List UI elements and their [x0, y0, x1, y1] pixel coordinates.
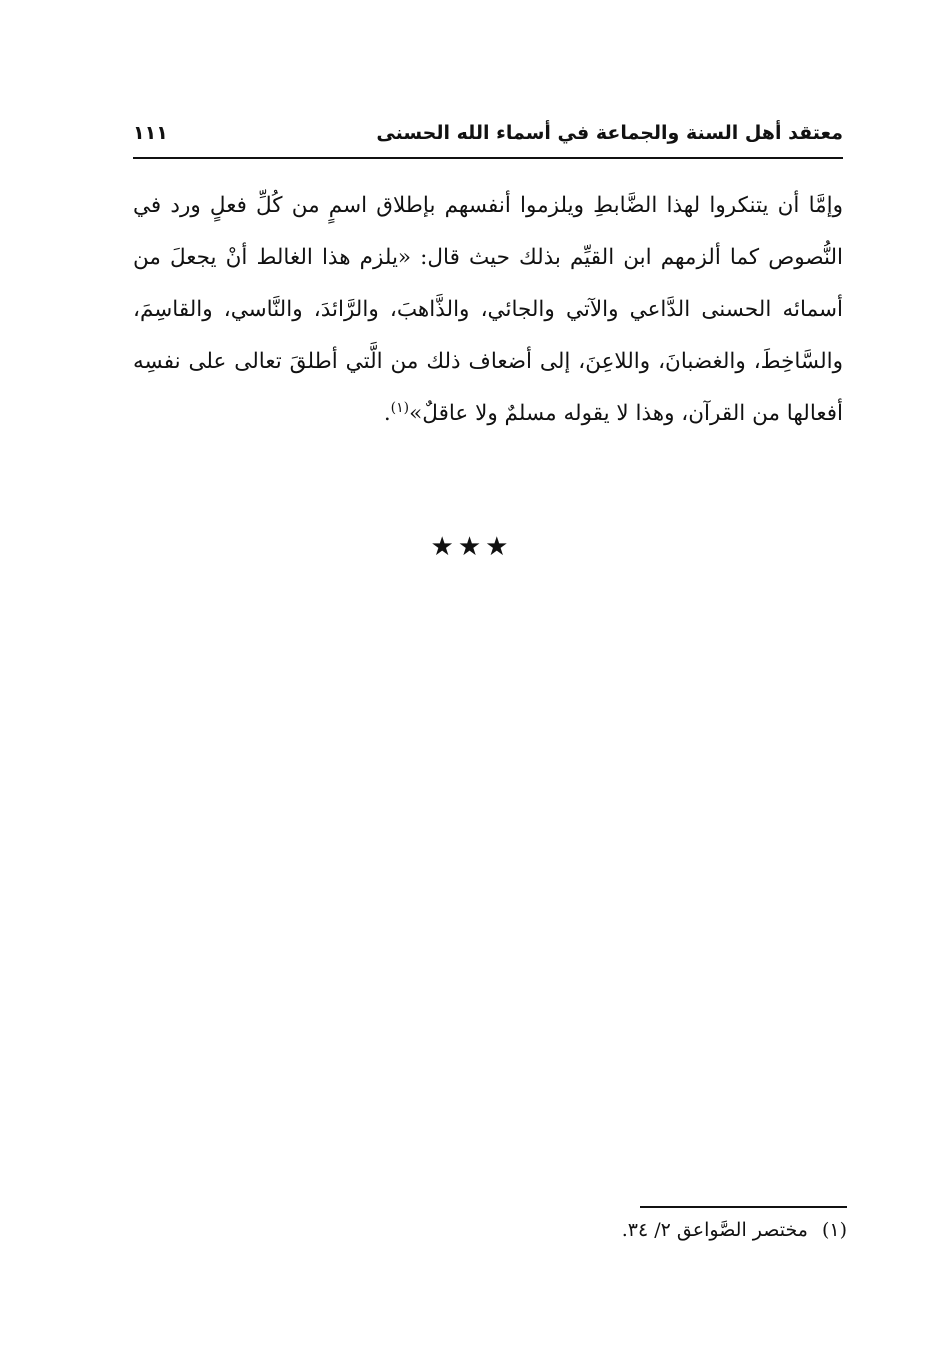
header-divider: [133, 157, 843, 159]
book-title: معتقد أهل السنة والجماعة في أسماء الله الحسنى: [376, 122, 843, 144]
page-number: ١١١: [133, 122, 168, 144]
footnote-reference: (١): [390, 399, 410, 416]
footnote-number: (١): [821, 1219, 847, 1241]
footnote: [400, 1212, 847, 1248]
running-header: [133, 118, 843, 156]
paragraph-text: وإمَّا أن يتنكروا لهذا الضَّابطِ ويلزموا أنفسهم بإطلاق اسمٍ من كُلِّ فعلٍ ورد في النُّصوص كما ألزمهم ابن القيِّم بذلك حيث قال: «يلزم هذا الغالط أنْ يجعلَ من أسمائه الحسنى الدَّاعي والآتي والجائي، والذَّاهبَ، والرَّائدَ، والنَّاسي، والقاسِمَ، والسَّاخِطَ، والغضبانَ، واللاعِنَ، إلى أضعاف ذلك من الَّتي أطلقَ تعالى على نفسِه أفعالها من القرآن، وهذا لا يقوله مسلمٌ ولا عاقلٌ»: [133, 193, 843, 426]
section-separator: ★★★: [430, 532, 513, 562]
footnote-divider: [640, 1206, 847, 1208]
paragraph-end: .: [383, 401, 391, 426]
footnote-text: مختصر الصَّواعق ٢/ ٣٤.: [621, 1219, 808, 1241]
body-paragraph: [133, 180, 843, 440]
